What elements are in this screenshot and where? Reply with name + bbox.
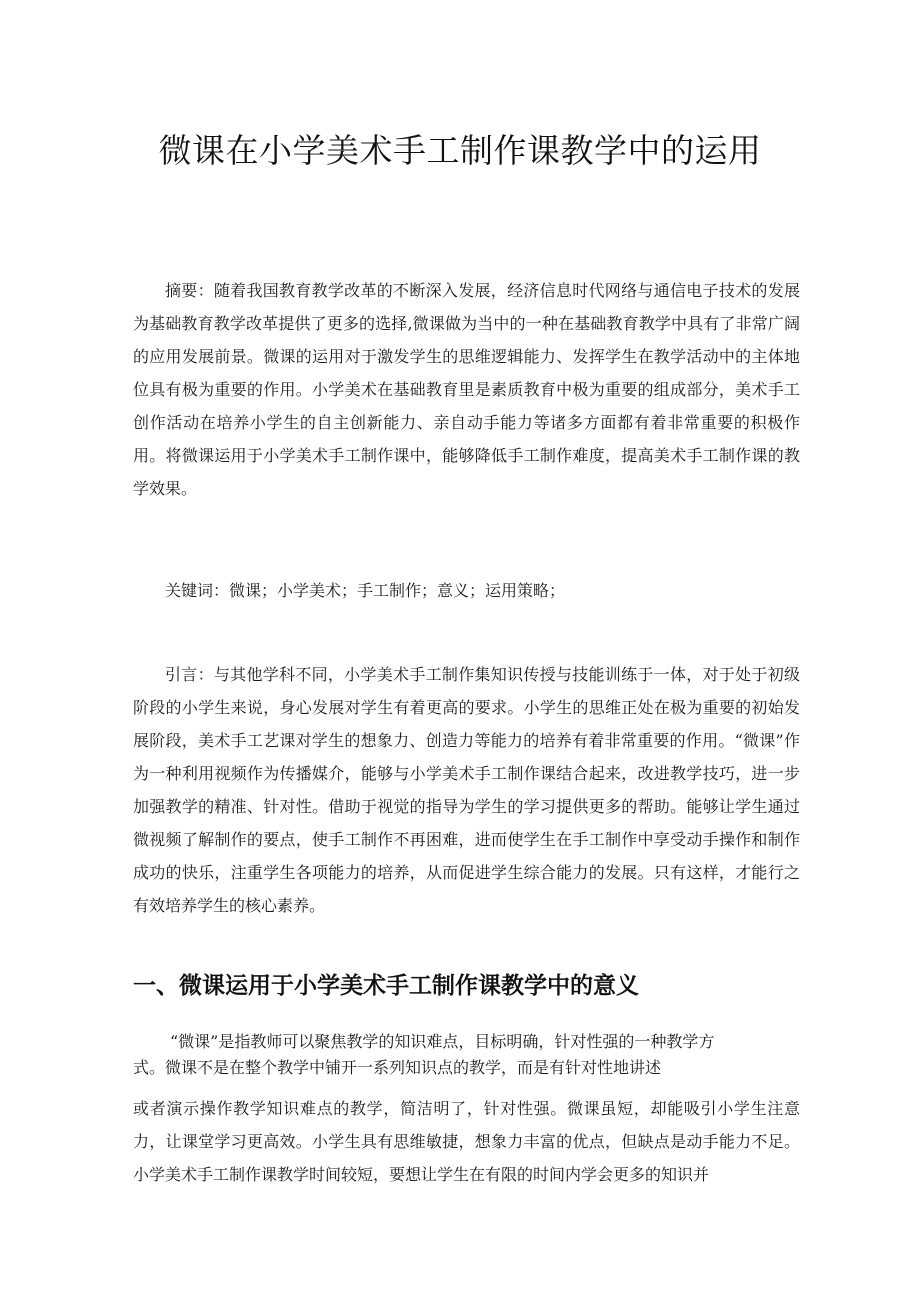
document-title: 微课在小学美术手工制作课教学中的运用 [158,131,762,170]
section-heading: 一、微课运用于小学美术手工制作课教学中的意义 [133,973,639,999]
keywords-paragraph: 关键词：微课；小学美术；手工制作；意义；运用策略； [165,581,566,600]
section-paragraph-1-line-2: 式。微课不是在整个教学中铺开一系列知识点的教学，而是有针对性地讲述 [133,1058,662,1077]
section-paragraph-2: 或者演示操作教学知识难点的教学，简洁明了，针对性强。微课虽短，却能吸引小学生注意力，让课堂学习更高效。小学生具有思维敏捷，想象力丰富的优点，但缺点是动手能力不足。小学美术手工制作课教学时间较短，要想让学生在有限的时间内学会更多的知识并 [133,1099,800,1184]
abstract-paragraph: 摘要：随着我国教育教学改革的不断深入发展，经济信息时代网络与通信电子技术的发展为基础教育教学改革提供了更多的选择,微课做为当中的一种在基础教育教学中具有了非常广阔的应用发展前景。微课的运用对于激发学生的思维逻辑能力、发挥学生在教学活动中的主体地位具有极为重要的作用。小学美术在基础教育里是素质教育中极为重要的组成部分，美术手工创作活动在培养小学生的自主创新能力、亲自动手能力等诸多方面都有着非常重要的积极作用。将微课运用于小学美术手工制作课中，能够降低手工制作难度，提高美术手工制作课的教学效果。 [133,281,800,498]
section-paragraph-1-line-1: “微课”是指教师可以聚焦教学的知识难点，目标明确，针对性强的一种教学方 [170,1032,715,1051]
section-paragraph-1 [133,1029,783,1081]
introduction-paragraph: 引言：与其他学科不同，小学美术手工制作集知识传授与技能训练于一体，对于处于初级阶段的小学生来说，身心发展对学生有着更高的要求。小学生的思维正处在极为重要的初始发展阶段，美术手工艺课对学生的想象力、创造力等能力的培养有着非常重要的作用。“微课”作为一种利用视频作为传播媒介，能够与小学美术手工制作课结合起来，改进教学技巧，进一步加强教学的精准、针对性。借助于视觉的指导为学生的学习提供更多的帮助。能够让学生通过微视频了解制作的要点，使手工制作不再困难，进而使学生在手工制作中享受动手操作和制作成功的快乐，注重学生各项能力的培养，从而促进学生综合能力的发展。只有这样，才能行之有效培养学生的核心素养。 [133,665,800,915]
